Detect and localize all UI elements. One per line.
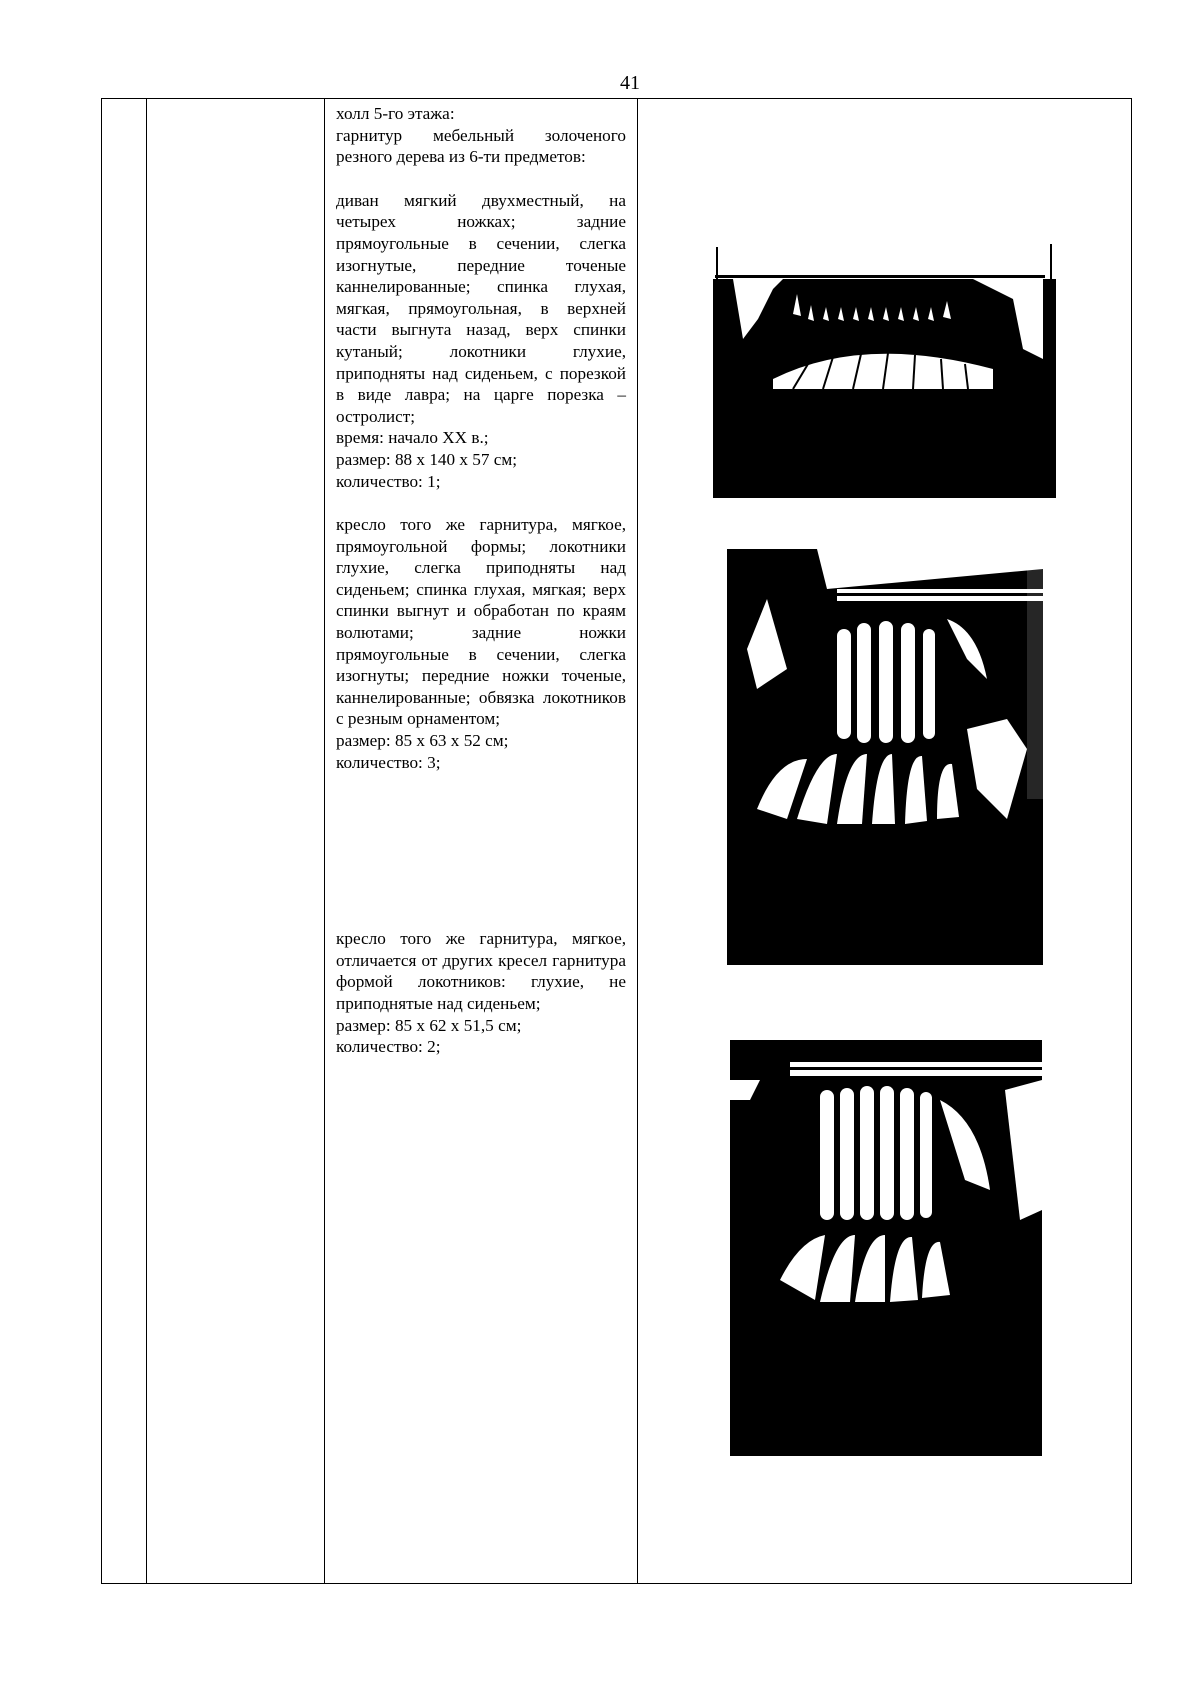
page-number: 41 (620, 72, 640, 94)
set-title: гарнитур мебельный золоченого резного дерева из 6-ти предметов: (336, 125, 626, 167)
item-armchair-2 (336, 928, 626, 1058)
description-column (336, 103, 626, 1058)
armchair-photo (727, 549, 1043, 965)
item-armchair-1 (336, 514, 626, 773)
item-description: диван мягкий двухместный, на четырех ножках; задние прямоугольные в сечении, слегка изогнутые, передние точеные каннелированные; спинка глухая, мягкая, прямоугольная, в верхней части выгнута назад, верх спинки кутаный; локотники глухие, приподняты над сиденьем, с порезкой в виде лавра; на царге порезка – остролист; (336, 190, 626, 426)
item-quantity: количество: 2; (336, 1037, 441, 1057)
item-quantity: количество: 3; (336, 752, 441, 772)
item-description: кресло того же гарнитура, мягкое, отличается от других кресел гарнитура формой локотников: глухие, не приподнятые над сиденьем; (336, 929, 626, 1013)
item-size: размер: 85 х 62 х 51,5 см; (336, 1015, 522, 1035)
item-time: время: начало XX в.; (336, 428, 489, 448)
item-size: размер: 85 х 63 х 52 см; (336, 731, 509, 751)
column-divider (637, 99, 638, 1583)
item-description: кресло того же гарнитура, мягкое, прямоугольной формы; локотники глухие, слегка приподняты над сиденьем; спинка глухая, мягкая; верх спинки выгнут и обработан по краям волютами; задние ножки прямоугольные в сечении, слегка изогнуты; передние ножки точеные, каннелированные; обвязка локотников с резным орнаментом; (336, 515, 626, 729)
item-size: размер: 88 х 140 х 57 см; (336, 449, 518, 469)
armchair-photo (730, 1040, 1042, 1456)
column-divider (146, 99, 147, 1583)
intro-block (336, 103, 626, 168)
item-quantity: количество: 1; (336, 471, 441, 491)
sofa-photo (713, 239, 1056, 498)
column-divider (324, 99, 325, 1583)
item-sofa (336, 190, 626, 492)
location-line: холл 5-го этажа: (336, 104, 455, 123)
